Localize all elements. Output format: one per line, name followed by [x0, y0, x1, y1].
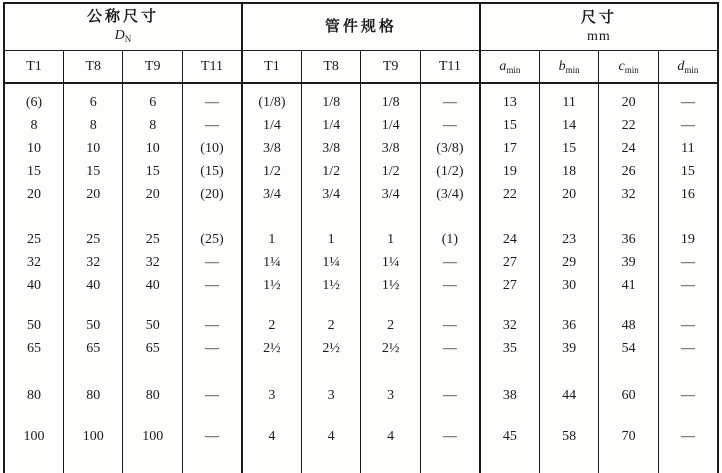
table-cell: 1½	[301, 274, 360, 297]
table-cell: 44	[539, 360, 598, 407]
table-cell: 65	[26, 341, 41, 356]
col-header-t8-spec: T8	[301, 51, 360, 84]
table-cell: 1/8	[361, 83, 420, 114]
table-cell: 19	[658, 206, 718, 251]
table-cell: 25	[123, 206, 182, 251]
table-cell: —	[420, 407, 479, 473]
table-cell: 3/4	[301, 183, 360, 206]
table-cell: 25	[63, 206, 122, 251]
table-cell: 32	[63, 251, 122, 274]
table-cell: —	[420, 360, 479, 407]
table-cell: 54	[599, 337, 658, 360]
table-cell: 100	[63, 407, 122, 473]
table-cell: 10	[63, 137, 122, 160]
a-letter: a	[499, 58, 507, 74]
table-cell: 41	[599, 274, 658, 297]
table-cell: 36	[539, 297, 598, 337]
dn-subscript: N	[124, 33, 132, 44]
table-cell: —	[658, 297, 718, 337]
table-cell: 3	[361, 360, 420, 407]
table-cell: 50	[123, 297, 182, 337]
table-cell: 1	[301, 206, 360, 251]
d-letter: d	[677, 58, 685, 74]
col-header-a-min	[480, 51, 539, 84]
dimensions-unit: mm	[587, 29, 611, 44]
table-cell: 15	[480, 114, 539, 137]
table-cell: 20	[63, 183, 122, 206]
table-cell: 65	[123, 337, 182, 360]
table-cell: 1¼	[301, 251, 360, 274]
table-cell: 80	[123, 360, 182, 407]
table-cell: 19	[480, 160, 539, 183]
table-cell: —	[182, 274, 241, 297]
col-header-t1: T1	[4, 51, 63, 84]
table-cell: 39	[599, 251, 658, 274]
table-header	[4, 3, 718, 83]
table-cell: —	[658, 114, 718, 137]
fitting-spec-label: 管件规格	[324, 19, 397, 35]
table-cell: 8	[123, 114, 182, 137]
table-cell: (25)	[182, 206, 241, 251]
dn-symbol	[5, 27, 241, 48]
table-cell: 15	[658, 160, 718, 183]
table-cell: 24	[599, 137, 658, 160]
table-row	[4, 297, 718, 337]
column-header-row	[4, 51, 718, 84]
table-cell: (1)	[420, 206, 479, 251]
table-cell: 70	[599, 407, 658, 473]
col-header-t1-spec: T1	[242, 51, 301, 84]
c-subscript: min	[624, 64, 639, 75]
table-cell: 48	[599, 297, 658, 337]
table-cell: —	[420, 251, 479, 274]
table-cell: 20	[539, 183, 598, 206]
table-cell: 80	[26, 388, 41, 403]
col-header-t11-spec: T11	[420, 51, 479, 84]
table-row	[4, 83, 718, 114]
dimensions-label: 尺寸	[580, 10, 617, 26]
table-row	[4, 337, 718, 360]
table-cell: (6)	[25, 95, 43, 110]
table-cell: 1/4	[301, 114, 360, 137]
table-cell: 15	[539, 137, 598, 160]
table-cell: (1/8)	[242, 83, 301, 114]
table-row	[4, 407, 718, 473]
table-cell: —	[658, 337, 718, 360]
table-cell: 2	[242, 297, 301, 337]
table-cell: 17	[480, 137, 539, 160]
table-cell: 100	[23, 429, 45, 444]
table-cell: 1	[242, 206, 301, 251]
table-cell: 2½	[361, 337, 420, 360]
table-cell: 32	[599, 183, 658, 206]
table-cell: 32	[123, 251, 182, 274]
table-cell: 13	[480, 83, 539, 114]
table-cell: 20	[26, 187, 41, 202]
table-cell: —	[182, 83, 241, 114]
col-header-t8: T8	[63, 51, 122, 84]
table-cell: 1/2	[361, 160, 420, 183]
table-cell: —	[420, 297, 479, 337]
table-cell: —	[420, 83, 479, 114]
table-cell: 6	[123, 83, 182, 114]
table-cell: —	[658, 360, 718, 407]
table-cell: —	[658, 407, 718, 473]
b-subscript: min	[565, 64, 580, 75]
table-cell: 39	[539, 337, 598, 360]
table-cell: —	[182, 360, 241, 407]
table-cell: 24	[480, 206, 539, 251]
col-header-c-min	[599, 51, 658, 84]
c-letter: c	[618, 58, 625, 74]
table-cell: —	[658, 83, 718, 114]
table-cell: 3/8	[361, 137, 420, 160]
table-cell: 4	[361, 407, 420, 473]
table-cell: 16	[658, 183, 718, 206]
table-cell: 11	[658, 137, 718, 160]
table-cell: 29	[539, 251, 598, 274]
table-cell: 50	[26, 318, 41, 333]
table-cell: 100	[123, 407, 182, 473]
table-cell: 35	[480, 337, 539, 360]
group-header-row	[4, 3, 718, 51]
table-cell: 1½	[242, 274, 301, 297]
d-subscript: min	[684, 64, 699, 75]
col-header-t9: T9	[123, 51, 182, 84]
table-cell: 30	[539, 274, 598, 297]
table-cell: 1/2	[301, 160, 360, 183]
table-cell: 2	[301, 297, 360, 337]
table-cell: 3/4	[242, 183, 301, 206]
table-cell: 40	[63, 274, 122, 297]
table-cell: 27	[480, 251, 539, 274]
table-row	[4, 160, 718, 183]
table-cell: 1/4	[361, 114, 420, 137]
group-header-nominal-size	[4, 3, 242, 51]
table-cell: 45	[480, 407, 539, 473]
table-row	[4, 137, 718, 160]
table-cell: (1/2)	[420, 160, 479, 183]
group-header-dimensions	[480, 3, 718, 51]
dn-letter: D	[114, 27, 125, 43]
table-cell: 2½	[242, 337, 301, 360]
table-cell: 11	[539, 83, 598, 114]
table-cell: 10	[26, 141, 41, 156]
table-cell: 32	[26, 255, 41, 270]
table-cell: (3/8)	[420, 137, 479, 160]
table-row	[4, 251, 718, 274]
table-cell: 26	[599, 160, 658, 183]
table-cell: —	[420, 337, 479, 360]
table-row	[4, 274, 718, 297]
table-cell: 1¼	[242, 251, 301, 274]
table-cell: 3/8	[242, 137, 301, 160]
table-cell: (3/4)	[420, 183, 479, 206]
table-body	[4, 83, 718, 473]
table-cell: 40	[123, 274, 182, 297]
b-letter: b	[558, 58, 566, 74]
table-cell: 36	[599, 206, 658, 251]
table-cell: (15)	[182, 160, 241, 183]
table-cell: —	[182, 337, 241, 360]
table-cell: 2	[361, 297, 420, 337]
table-cell: —	[420, 274, 479, 297]
table-cell: 15	[123, 160, 182, 183]
table-cell: —	[658, 274, 718, 297]
table-row	[4, 183, 718, 206]
table-cell: 1½	[361, 274, 420, 297]
table-cell: (10)	[182, 137, 241, 160]
table-cell: 3	[301, 360, 360, 407]
table-cell: —	[658, 251, 718, 274]
table-cell: 40	[26, 278, 41, 293]
nominal-size-label: 公称尺寸	[86, 8, 159, 25]
table-cell: (20)	[182, 183, 241, 206]
table-cell: 22	[480, 183, 539, 206]
table-cell: 60	[599, 360, 658, 407]
table-cell: 3/8	[301, 137, 360, 160]
table-cell: —	[182, 114, 241, 137]
table-cell: 1/4	[242, 114, 301, 137]
table-cell: 8	[63, 114, 122, 137]
col-header-b-min	[539, 51, 598, 84]
group-header-fitting-spec	[242, 3, 480, 51]
table-cell: 65	[63, 337, 122, 360]
table-cell: 14	[539, 114, 598, 137]
table-cell: —	[182, 297, 241, 337]
table-row	[4, 206, 718, 251]
table-cell: 38	[480, 360, 539, 407]
table-cell: 18	[539, 160, 598, 183]
table-cell: 23	[539, 206, 598, 251]
table-cell: 3/4	[361, 183, 420, 206]
table-cell: 4	[301, 407, 360, 473]
pipe-fitting-dimension-table	[3, 2, 719, 473]
table-cell: 32	[480, 297, 539, 337]
table-cell: 1	[361, 206, 420, 251]
table-cell: 1/8	[301, 83, 360, 114]
table-cell: 20	[599, 83, 658, 114]
table-cell: 10	[123, 137, 182, 160]
a-subscript: min	[506, 64, 521, 75]
table-cell: 4	[242, 407, 301, 473]
table-cell: 1/2	[242, 160, 301, 183]
table-cell: 50	[63, 297, 122, 337]
table-cell: 1¼	[361, 251, 420, 274]
table-cell: —	[182, 251, 241, 274]
table-cell: 22	[599, 114, 658, 137]
table-cell: 2½	[301, 337, 360, 360]
table-cell: 8	[30, 118, 38, 133]
table-cell: 15	[26, 164, 41, 179]
table-cell: 3	[242, 360, 301, 407]
table-cell: —	[182, 407, 241, 473]
table-row	[4, 114, 718, 137]
col-header-t11: T11	[182, 51, 241, 84]
table-cell: 80	[63, 360, 122, 407]
col-header-t9-spec: T9	[361, 51, 420, 84]
table-cell: 20	[123, 183, 182, 206]
table-row	[4, 360, 718, 407]
table-cell: 58	[539, 407, 598, 473]
table-cell: 27	[480, 274, 539, 297]
table-cell: 6	[63, 83, 122, 114]
table-cell: —	[420, 114, 479, 137]
table-cell: 25	[26, 232, 41, 247]
table-cell: 15	[63, 160, 122, 183]
col-header-d-min	[658, 51, 718, 84]
